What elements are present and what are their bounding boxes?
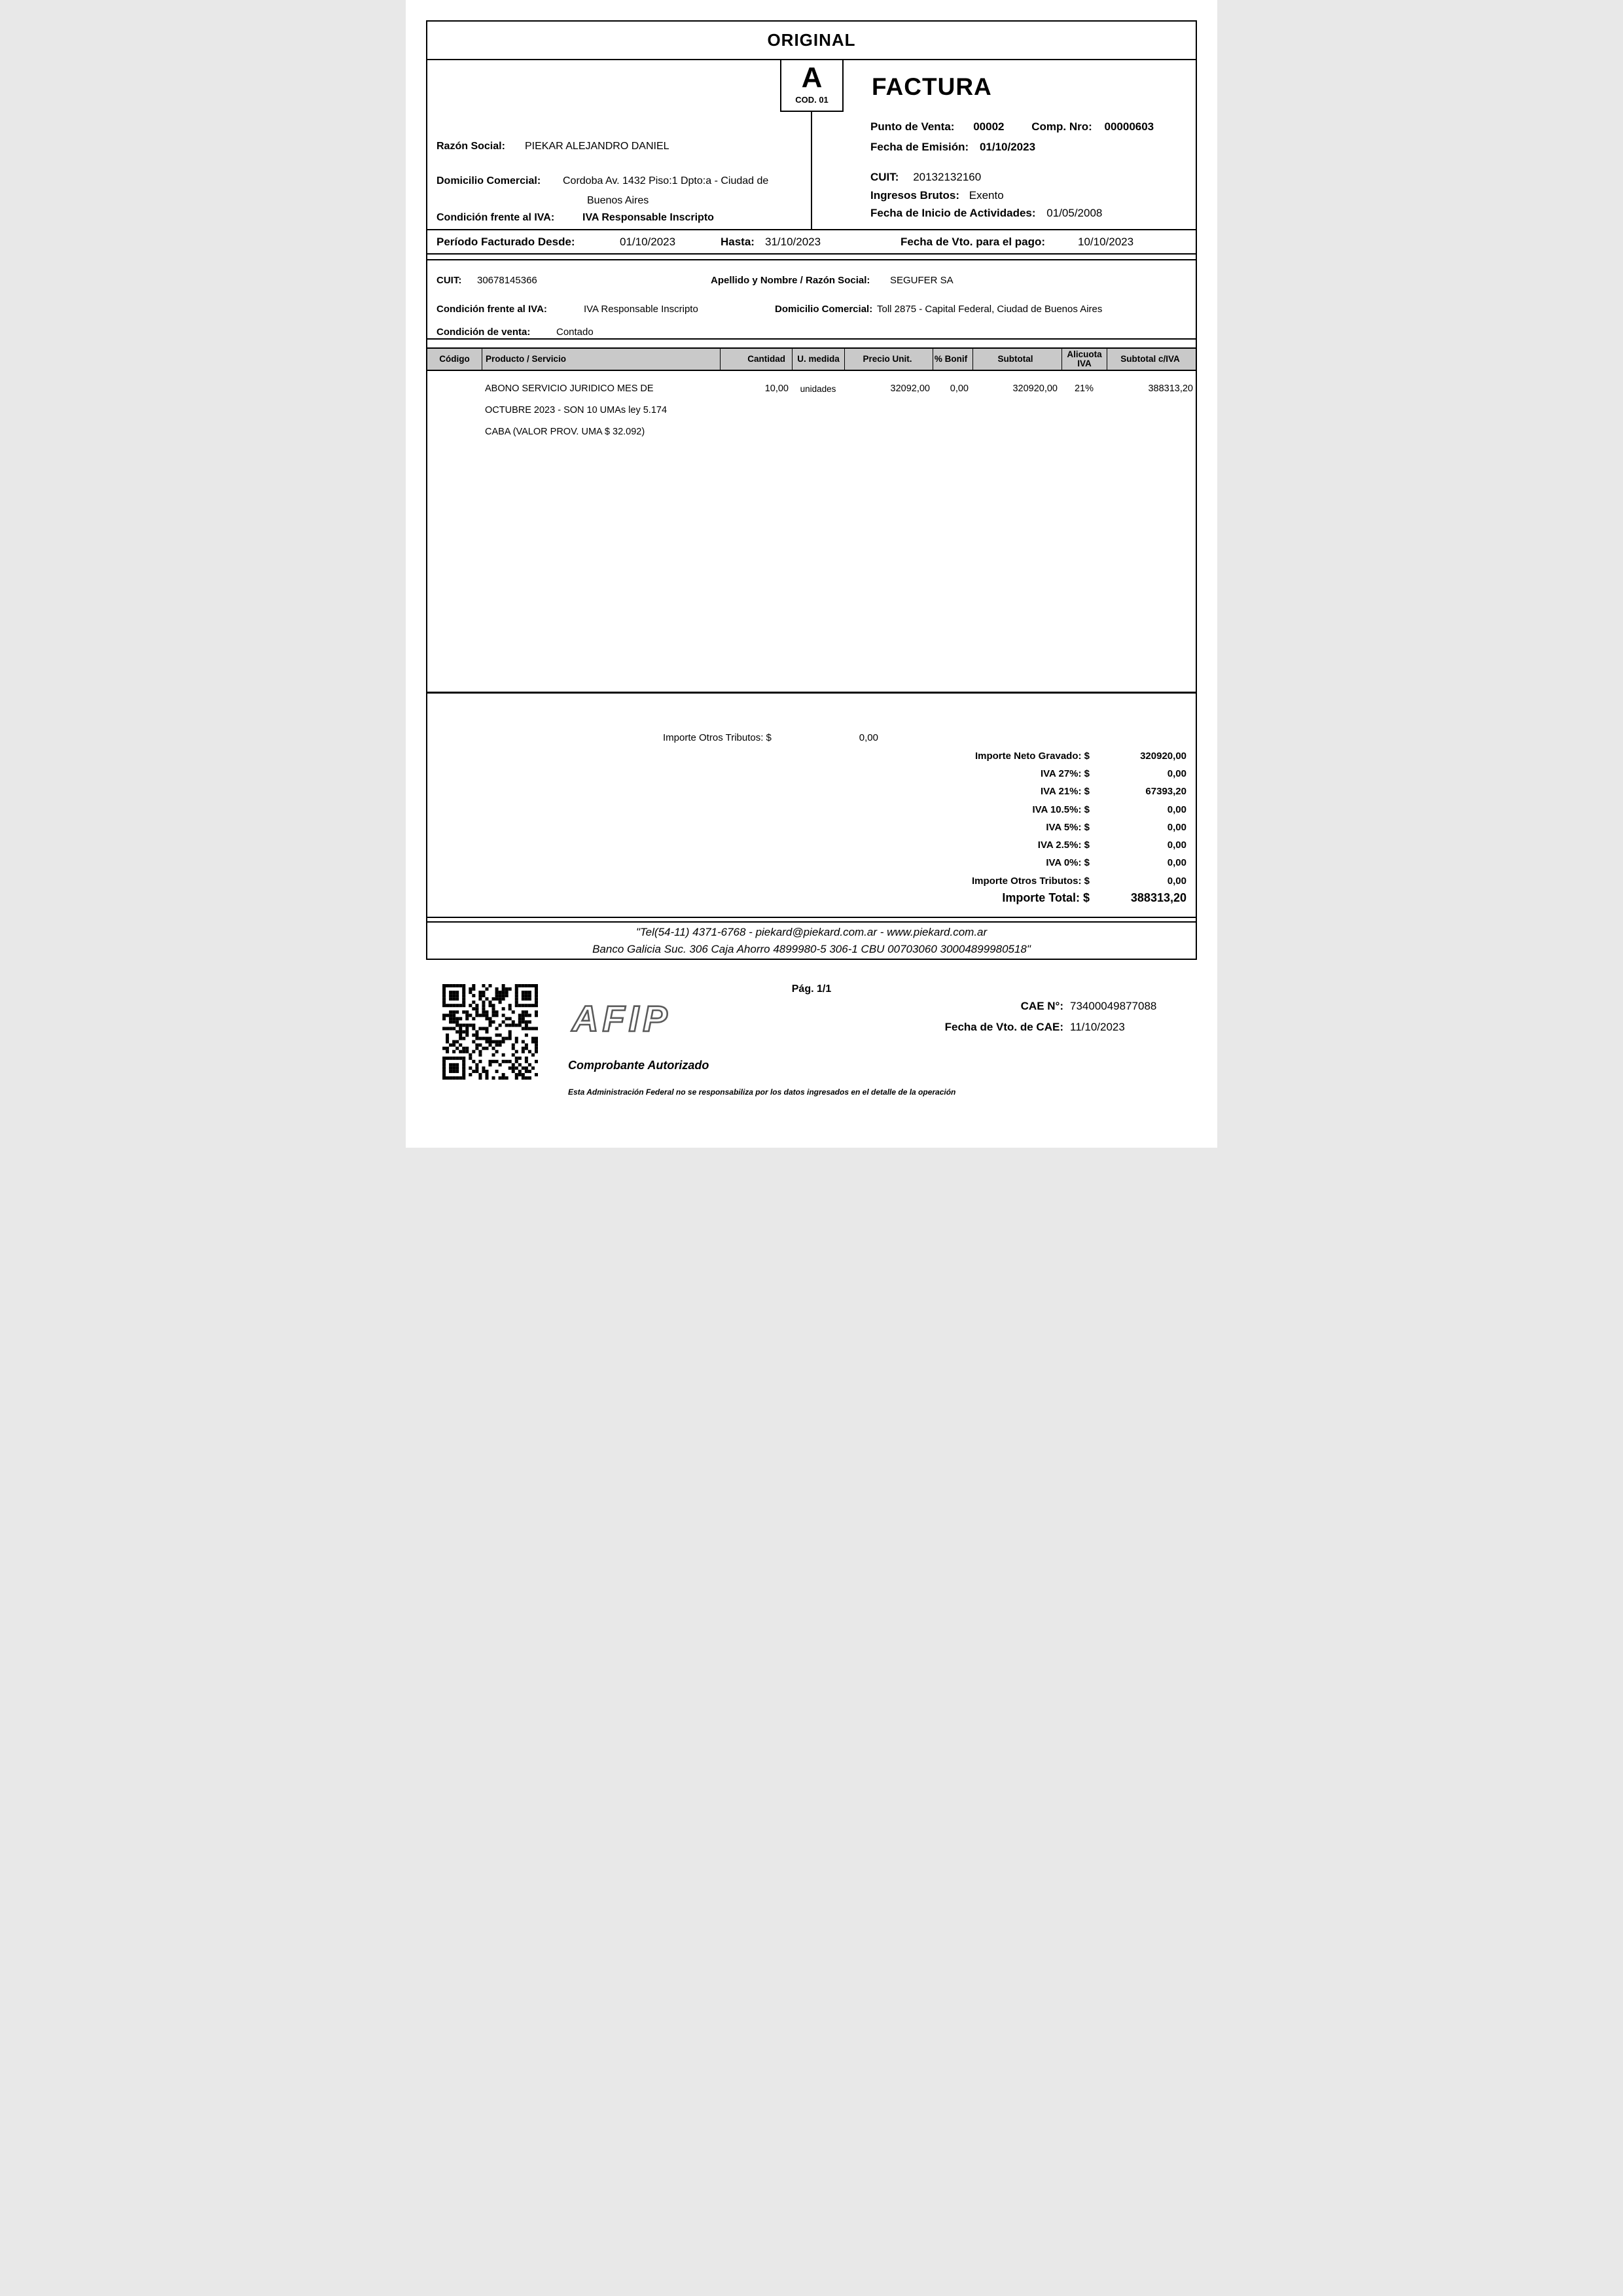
total-iva21-value: 67393,20 — [1145, 786, 1186, 797]
comp-nro-label: Comp. Nro: — [1031, 120, 1092, 133]
customer-cuit-label: CUIT: — [437, 275, 462, 286]
item-descripcion-line2: OCTUBRE 2023 - SON 10 UMAs ley 5.174 — [485, 405, 668, 415]
customer-iva-value: IVA Responsable Inscripto — [584, 304, 698, 315]
item-precio-unit: 32092,00 — [890, 383, 930, 394]
col-header-alicuota: Alicuota IVA — [1061, 349, 1107, 370]
seller-cuit-label: CUIT: — [870, 171, 899, 183]
total-otros-label: Importe Otros Tributos: $ — [971, 875, 1090, 887]
period-vto-label: Fecha de Vto. para el pago: — [901, 236, 1046, 248]
customer-iva-label: Condición frente al IVA: — [437, 304, 547, 315]
col-header-codigo: Código — [439, 354, 470, 364]
period-desde-label: Período Facturado Desde: — [437, 236, 575, 248]
total-iva25-value: 0,00 — [1167, 839, 1186, 851]
header-divider — [811, 112, 812, 229]
afip-logo — [568, 998, 694, 1040]
copy-type-band — [427, 22, 1196, 60]
seller-cuit-row — [870, 171, 981, 184]
fecha-emision-value: 01/10/2023 — [979, 141, 1036, 153]
contact-line2: Banco Galicia Suc. 306 Caja Ahorro 4899980-5 306-1 CBU 00703060 30004899980518" — [592, 943, 1031, 955]
total-iva0-label: IVA 0%: $ — [1046, 857, 1090, 868]
col-header-subtotal: Subtotal — [972, 349, 1061, 370]
item-descripcion — [482, 378, 720, 443]
customer-venta-label: Condición de venta: — [437, 327, 531, 338]
seller-razon-social-label: Razón Social: — [437, 141, 505, 152]
customer-nombre-value: SEGUFER SA — [890, 275, 954, 286]
items-table-header — [427, 347, 1196, 371]
contact-box — [427, 921, 1196, 959]
seller-domicilio-line1: Cordoba Av. 1432 Piso:1 Dpto:a - Ciudad de — [563, 175, 769, 186]
item-bonif: 0,00 — [950, 383, 969, 394]
afip-logo-text: AFIP — [572, 998, 671, 1039]
seller-razon-social-row — [437, 141, 505, 152]
item-subtotal-iva: 388313,20 — [1148, 383, 1193, 394]
total-iva105-value: 0,00 — [1167, 804, 1186, 815]
cae-vto-label: Fecha de Vto. de CAE: — [944, 1021, 1063, 1033]
inicio-actividades-row — [870, 207, 1102, 220]
ingresos-brutos-label: Ingresos Brutos: — [870, 189, 960, 202]
total-iva5-value: 0,00 — [1167, 822, 1186, 833]
seller-razon-social-value: PIEKAR ALEJANDRO DANIEL — [525, 141, 669, 152]
customer-domicilio-label: Domicilio Comercial: — [775, 304, 873, 315]
seller-domicilio-line2: Buenos Aires — [587, 195, 649, 206]
col-header-subtotal-iva: Subtotal c/IVA — [1107, 349, 1196, 370]
table-row — [427, 378, 1196, 443]
col-header-precio: Precio Unit. — [844, 349, 933, 370]
total-iva21-label: IVA 21%: $ — [1040, 786, 1090, 797]
inicio-actividades-value: 01/05/2008 — [1046, 207, 1103, 219]
item-codigo — [427, 378, 482, 443]
ingresos-brutos-row — [870, 189, 1004, 202]
item-subtotal: 320920,00 — [1012, 383, 1058, 394]
invoice-letter-code: COD. 01 — [795, 95, 829, 105]
otros-tributos-top-label: Importe Otros Tributos: $ — [663, 732, 772, 743]
total-iva0-value: 0,00 — [1167, 857, 1186, 868]
col-header-bonif: % Bonif — [933, 349, 972, 370]
period-vto-value: 10/10/2023 — [1078, 236, 1134, 248]
copy-type-label: ORIGINAL — [767, 30, 856, 50]
page-indicator: Pág. 1/1 — [791, 983, 832, 995]
total-iva27-label: IVA 27%: $ — [1040, 768, 1090, 779]
invoice-page — [406, 0, 1217, 1148]
period-desde-value: 01/10/2023 — [620, 236, 676, 248]
customer-domicilio-value: Toll 2875 - Capital Federal, Ciudad de Buenos Aires — [877, 304, 1103, 315]
total-importe-total-label: Importe Total: $ — [1002, 891, 1090, 904]
customer-nombre-label: Apellido y Nombre / Razón Social: — [711, 275, 870, 286]
total-otros-value: 0,00 — [1167, 875, 1186, 887]
total-iva25-label: IVA 2.5%: $ — [1037, 839, 1090, 851]
customer-venta-value: Contado — [556, 327, 594, 338]
punto-venta-row — [870, 120, 1154, 133]
total-iva27-value: 0,00 — [1167, 768, 1186, 779]
comprobante-autorizado-label: Comprobante Autorizado — [568, 1059, 709, 1072]
otros-tributos-top-value: 0,00 — [859, 732, 878, 743]
item-descripcion-line1: ABONO SERVICIO JURIDICO MES DE — [485, 383, 654, 394]
col-header-producto: Producto / Servicio — [482, 349, 720, 370]
afip-disclaimer: Esta Administración Federal no se responsabiliza por los datos ingresados en el detalle de la operación — [568, 1087, 956, 1097]
period-hasta-value: 31/10/2023 — [765, 236, 821, 248]
invoice-letter: A — [801, 62, 823, 94]
item-cantidad: 10,00 — [764, 383, 789, 394]
col-header-cantidad: Cantidad — [720, 349, 792, 370]
invoice-letter-box — [780, 59, 844, 112]
cae-row — [864, 1000, 1188, 1013]
ingresos-brutos-value: Exento — [969, 189, 1004, 202]
total-importe-total-value: 388313,20 — [1130, 891, 1186, 904]
fecha-emision-row — [870, 141, 1035, 154]
inicio-actividades-label: Fecha de Inicio de Actividades: — [870, 207, 1036, 219]
total-neto-label: Importe Neto Gravado: $ — [974, 751, 1090, 762]
cae-vto-row — [864, 1021, 1188, 1034]
punto-venta-value: 00002 — [973, 120, 1005, 133]
cae-label: CAE N°: — [1020, 1000, 1063, 1012]
contact-line1: "Tel(54-11) 4371-6768 - piekard@piekard.com.ar - www.piekard.com.ar — [635, 926, 988, 938]
punto-venta-label: Punto de Venta: — [870, 120, 955, 133]
item-unidad: unidades — [800, 384, 836, 394]
col-header-umedida: U. medida — [792, 349, 844, 370]
fecha-emision-label: Fecha de Emisión: — [870, 141, 969, 153]
cae-vto-value: 11/10/2023 — [1070, 1021, 1125, 1033]
comp-nro-value: 00000603 — [1104, 120, 1154, 133]
customer-box — [427, 259, 1196, 340]
invoice-title: FACTURA — [872, 73, 992, 100]
seller-iva-label: Condición frente al IVA: — [437, 212, 555, 223]
qr-code-icon — [442, 984, 538, 1080]
total-iva5-label: IVA 5%: $ — [1046, 822, 1090, 833]
total-neto-value: 320920,00 — [1140, 751, 1186, 762]
item-alicuota: 21% — [1074, 383, 1094, 394]
item-descripcion-line3: CABA (VALOR PROV. UMA $ 32.092) — [485, 427, 645, 437]
seller-domicilio-label: Domicilio Comercial: — [437, 175, 541, 186]
total-iva105-label: IVA 10.5%: $ — [1032, 804, 1090, 815]
customer-cuit-value: 30678145366 — [477, 275, 537, 286]
seller-cuit-value: 20132132160 — [913, 171, 982, 183]
seller-iva-value: IVA Responsable Inscripto — [582, 212, 714, 223]
cae-value: 73400049877088 — [1070, 1000, 1157, 1012]
period-hasta-label: Hasta: — [721, 236, 755, 248]
